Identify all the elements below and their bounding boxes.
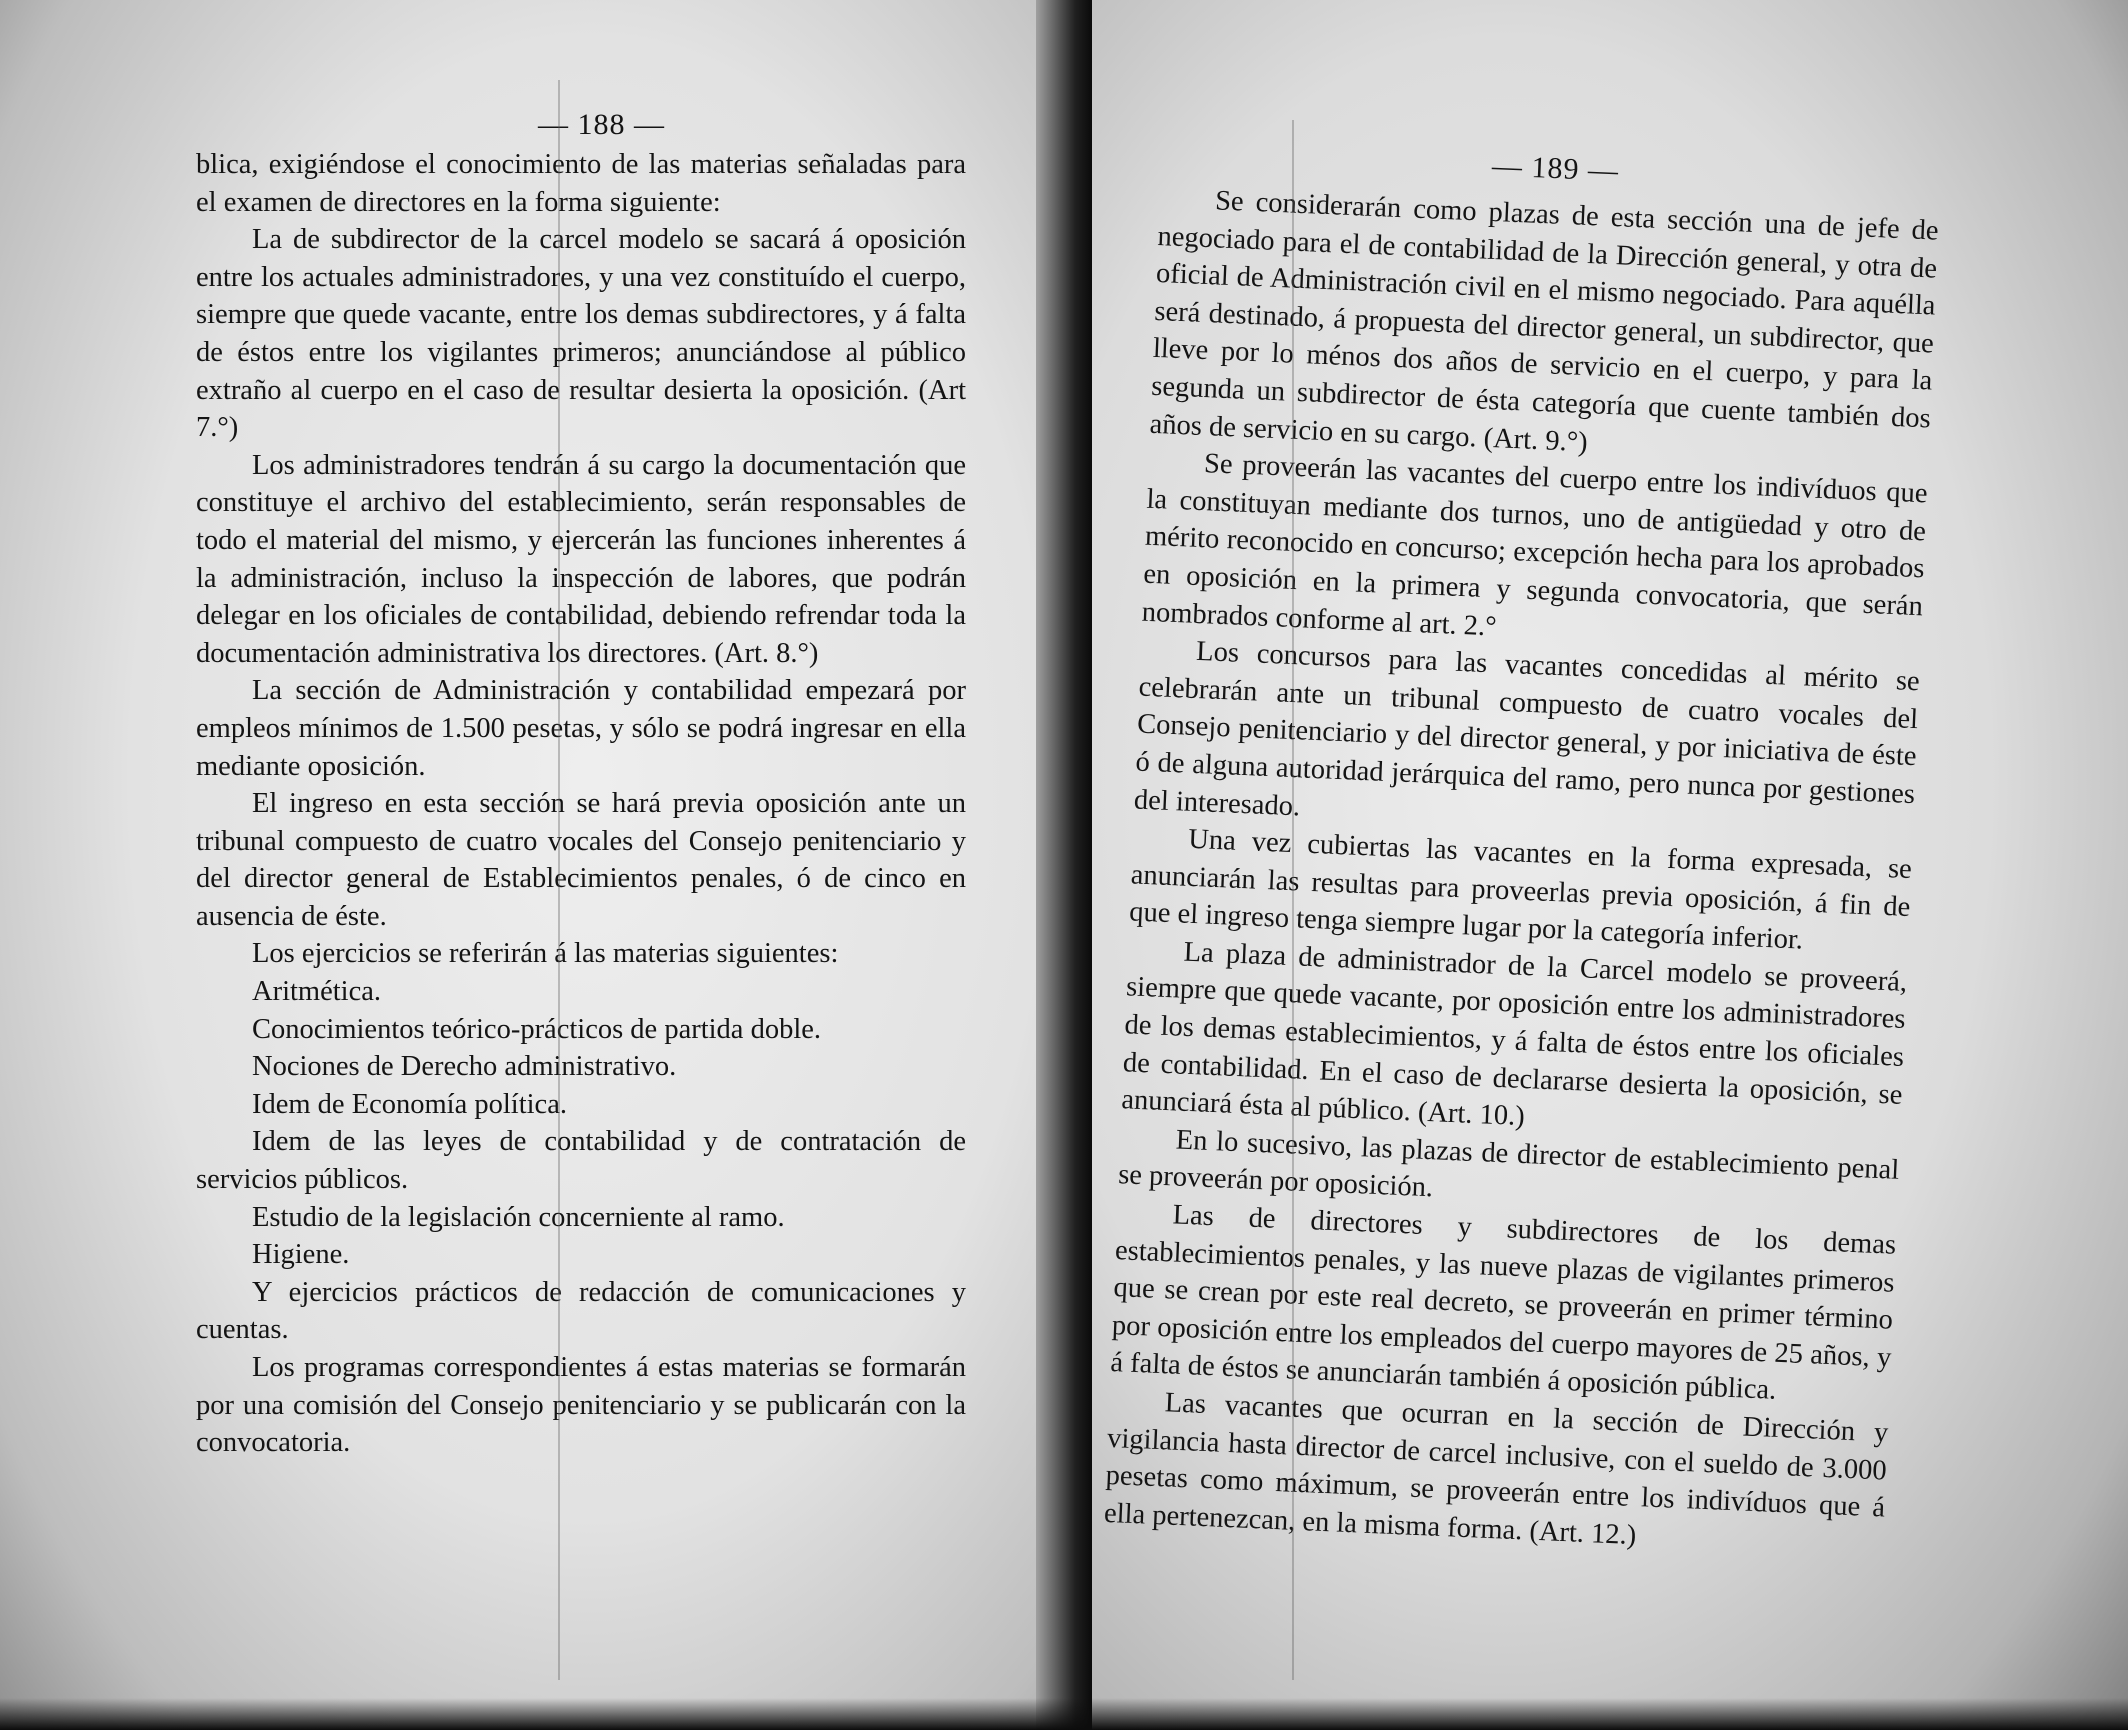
paragraph: blica, exigiéndose el conocimiento de las materias señaladas para el examen de directores en la forma siguiente:: [196, 149, 966, 218]
page-fold: [558, 80, 560, 1680]
page-fold: [1292, 120, 1294, 1680]
subject-item: Higiene.: [252, 1239, 350, 1271]
subject-item: Idem de las leyes de contabilidad y de contratación de servicios públicos.: [196, 1126, 966, 1196]
right-page-body: [1103, 180, 1939, 1565]
paragraph: Una vez cubiertas las vacantes en la forma expresada, se anunciarán las resultas para proveerlas previa oposición, á fin de que el ingreso tenga siempre lugar por la categoría inferior.: [1128, 823, 1913, 956]
paragraph: Las de directores y subdirectores de los demas establecimientos penales, y las nueve plazas de vigilantes primeros que se crean por este real decreto, se proveerán en primer término por oposición entre los empleados del cuerpo mayores de 25 años, y á falta de éstos se anunciarán también á oposición pública.: [1109, 1199, 1897, 1407]
paragraph: Se proveerán las vacantes del cuerpo entre los indivíduos que la constituyan mediante dos turnos, uno de antigüedad y otro de mérito reconocido en concurso; excepción hecha para los aprobados en oposición en la primera y segunda convocatoria, que serán nombrados conforme al art. 2.°: [1141, 448, 1929, 642]
book-spine: [1036, 0, 1092, 1730]
paragraph: La sección de Administración y contabilidad empezará por empleos mínimos de 1.500 pesetas, y sólo se podrá ingresar en ella mediante oposición.: [196, 675, 966, 782]
subject-item: Estudio de la legislación concerniente al ramo.: [252, 1201, 785, 1233]
paragraph: Las vacantes que ocurran en la sección de Dirección y vigilancia hasta director de carcel inclusive, con el sueldo de 3.000 pesetas como máximum, se proveerán entre los indivíduos que á ella pertenezcan, en la misma forma. (Art. 12.): [1103, 1387, 1889, 1551]
right-page: [1092, 0, 2128, 1730]
paragraph: Los administradores tendrán á su cargo la documentación que constituye el archivo del establecimiento, serán responsables de todo el material del mismo, y ejercerán las funciones inherentes á la administración, incluso la inspección de labores, que podrán delegar en los oficiales de contabilidad, debiendo refrendar toda la documentación administrativa los directores. (Art. 8.°): [196, 449, 966, 669]
paragraph: Los concursos para las vacantes concedidas al mérito se celebrarán ante un tribunal compuesto de cuatro vocales del Consejo penitenciario y del director general, y por iniciativa de éste ó de alguna autoridad jerárquica del ramo, pero nunca por gestiones del interesado.: [1133, 636, 1921, 822]
scan-edge: [0, 1698, 2128, 1730]
subject-item: Conocimientos teórico-prácticos de partida doble.: [252, 1013, 822, 1045]
subject-item: Nociones de Derecho administrativo.: [252, 1051, 677, 1083]
page-number: — 188 —: [538, 108, 665, 141]
paragraph: La de subdirector de la carcel modelo se sacará á oposición entre los actuales administradores, y una vez constituído el cuerpo, siempre que quede vacante, entre los demas subdirectores, y á falta de éstos entre los vigilantes primeros; anunciándose al público extraño al cuerpo en el caso de resultar desierta la oposición. (Art 7.°): [196, 224, 966, 444]
paragraph: Los ejercicios se referirán á las materias siguientes:: [252, 938, 839, 970]
paragraph: El ingreso en esta sección se hará previa oposición ante un tribunal compuesto de cuatro vocales del Consejo penitenciario y del director general de Establecimientos penales, ó de cinco en ausencia de éste.: [196, 788, 966, 932]
subject-item: Y ejercicios prácticos de redacción de comunicaciones y cuentas.: [196, 1276, 966, 1346]
closing-paragraph: Los programas correspondientes á estas materias se formarán por una comisión del Consejo penitenciario y se publicarán con la convocatoria.: [196, 1352, 966, 1459]
paragraph: Se considerarán como plazas de esta sección una de jefe de negociado para el de contabilidad de la Dirección general, y otra de oficial de Administración civil en el mismo negociado. Para aquélla será destinado, á propuesta del director general, un subdirector, que lleve por lo ménos dos años de servicio en el cuerpo, y para la segunda un subdirector de ésta categoría que cuente también dos años de servicio en su cargo. (Art. 9.°): [1149, 185, 1940, 458]
paragraph: En lo sucesivo, las plazas de director de establecimiento penal se proveerán por oposición.: [1117, 1124, 1900, 1204]
page-number: — 189 —: [1491, 149, 1620, 188]
subject-item: Idem de Economía política.: [252, 1088, 567, 1120]
subject-item: Aritmética.: [252, 976, 381, 1008]
left-page-body: [196, 146, 966, 1462]
paragraph: La plaza de administrador de la Carcel modelo se proveerá, siempre que quede vacante, por oposición entre los administradores de los demas establecimientos, y á falta de éstos entre los oficiales de contabilidad. En el caso de declararse desierta la oposición, se anunciará ésta al público. (Art. 10.): [1120, 936, 1908, 1133]
